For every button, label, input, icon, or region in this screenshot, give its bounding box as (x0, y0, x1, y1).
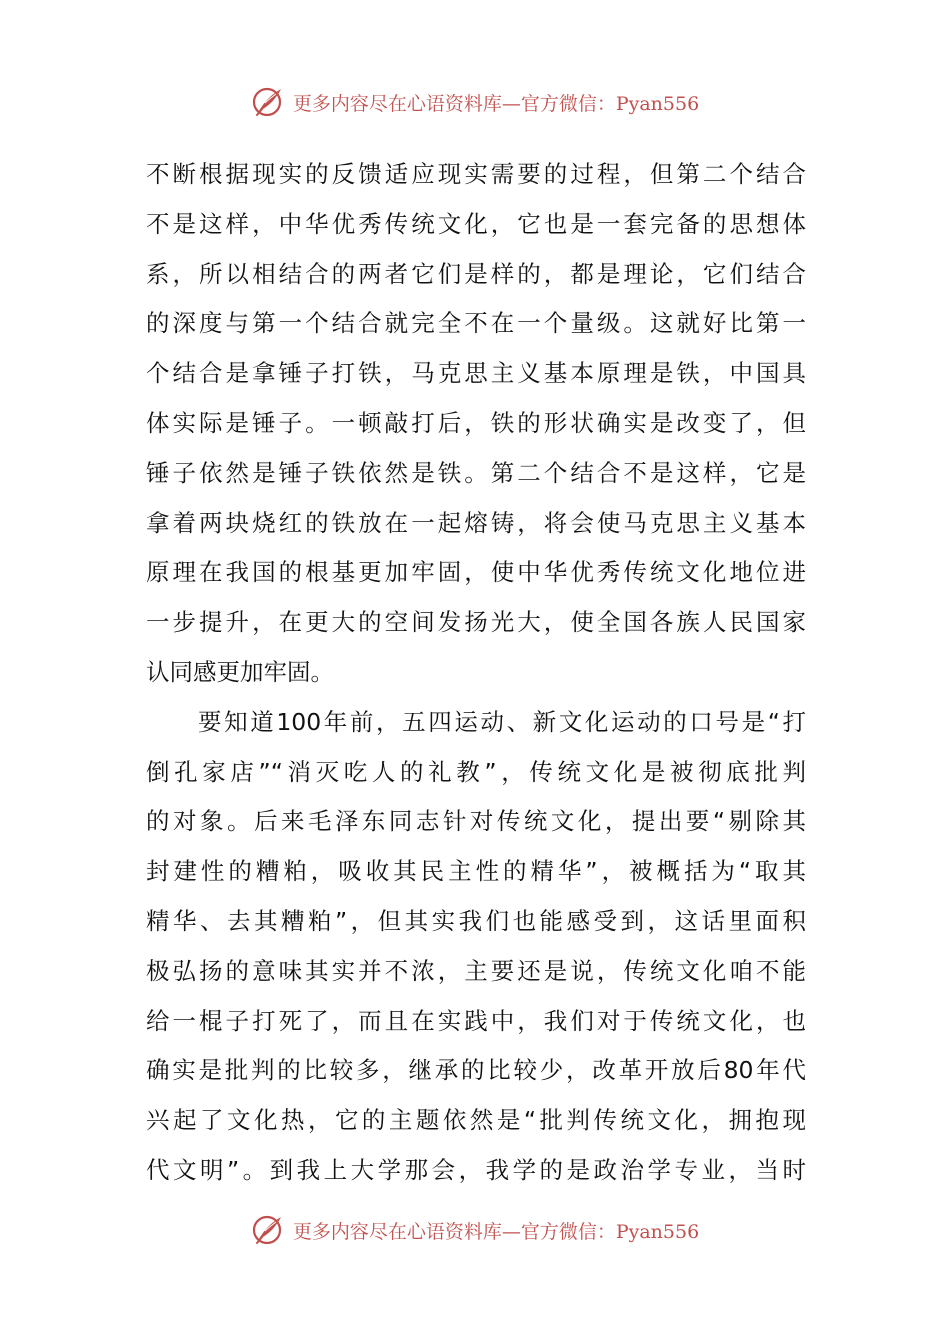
text-line: 体实际是锤子。一顿敲打后，铁的形状确实是改变了，但 (146, 408, 806, 437)
text-line: 精华、去其糟粕”，但其实我们也能感受到，这话里面积 (146, 906, 806, 935)
text-line: 锤子依然是锤子铁依然是铁。第二个结合不是这样，它是 (146, 458, 806, 487)
text-line: 兴起了文化热，它的主题依然是“批判传统文化，拥抱现 (146, 1106, 806, 1135)
text-line: 代文明”。到我上大学那会，我学的是政治学专业，当时 (146, 1155, 806, 1184)
document-body (146, 150, 806, 1196)
text-line: 确实是批判的比较多，继承的比较少，改革开放后80年代 (146, 1056, 806, 1085)
text-line: 极弘扬的意味其实并不浓，主要还是说，传统文化咱不能 (146, 956, 806, 985)
quill-pen-logo-icon (251, 84, 287, 120)
text-line: 不是这样，中华优秀传统文化，它也是一套完备的思想体 (146, 209, 806, 238)
text-line: 倒孔家店”“消灭吃人的礼教”，传统文化是被彻底批判 (146, 757, 806, 786)
text-line: 一步提升，在更大的空间发扬光大，使全国各族人民国家 (146, 608, 806, 637)
quill-pen-logo-icon (251, 1212, 287, 1248)
text-line: 封建性的糟粕，吸收其民主性的精华”，被概括为“取其 (146, 857, 806, 886)
text-line: 给一棍子打死了，而且在实践中，我们对于传统文化，也 (146, 1006, 806, 1035)
text-line: 要知道100年前，五四运动、新文化运动的口号是“打 (198, 707, 806, 736)
text-line: 的深度与第一个结合就完全不在一个量级。这就好比第一 (146, 309, 806, 338)
text-line: 个结合是拿锤子打铁，马克思主义基本原理是铁，中国具 (146, 359, 806, 388)
header-banner (0, 84, 950, 120)
text-line: 拿着两块烧红的铁放在一起熔铸，将会使马克思主义基本 (146, 508, 806, 537)
text-line: 不断根据现实的反馈适应现实需要的过程，但第二个结合 (146, 160, 806, 188)
footer-banner-text: 更多内容尽在心语资料库—官方微信：Pyan556 (292, 1220, 700, 1243)
paragraph-2 (146, 698, 806, 1196)
text-line: 原理在我国的根基更加牢固，使中华优秀传统文化地位进 (146, 558, 806, 587)
text-line: 系，所以相结合的两者它们是样的，都是理论，它们结合 (146, 259, 806, 288)
text-line: 认同感更加牢固。 (146, 657, 334, 686)
header-banner-text: 更多内容尽在心语资料库—官方微信：Pyan556 (292, 92, 700, 115)
text-line: 的对象。后来毛泽东同志针对传统文化，提出要“剔除其 (146, 807, 806, 836)
paragraph-1 (146, 150, 806, 698)
footer-banner (0, 1212, 950, 1248)
